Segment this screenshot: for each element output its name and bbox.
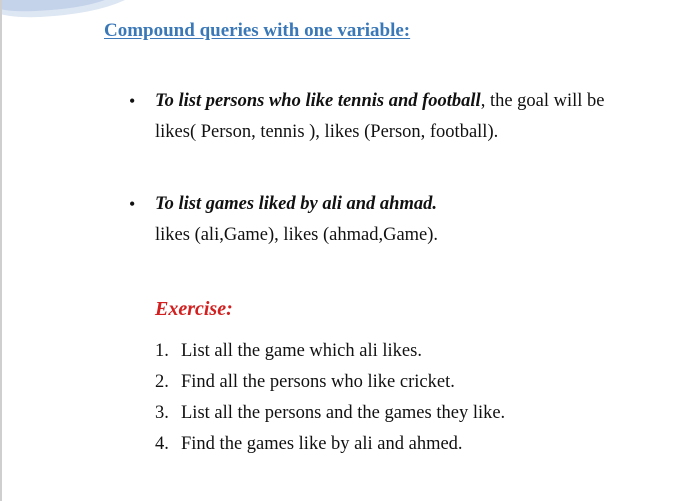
bullet-rest: , the goal will be: [480, 91, 605, 111]
bullet-query: likes (ali,Game), likes (ahmad,Game).: [155, 225, 439, 245]
bullet-query: likes( Person, tennis ), likes (Person, football).: [155, 122, 499, 142]
bullet-item-1: [129, 88, 675, 145]
exercise-item: [155, 429, 505, 460]
exercise-item: [155, 336, 505, 367]
bullet-dot-icon: •: [129, 194, 136, 214]
page-edge-line: [0, 0, 2, 501]
exercise-item-text: List all the game which ali likes.: [181, 341, 422, 361]
bullet-item-2: [129, 191, 675, 248]
exercise-item: [155, 398, 505, 429]
section-heading: Compound queries with one variable:: [104, 20, 411, 41]
bullet-emphasis: To list persons who like tennis and football: [155, 91, 481, 111]
exercise-item: [155, 367, 505, 398]
exercise-item-text: List all the persons and the games they like.: [181, 403, 506, 423]
bullet-dot-icon: •: [129, 91, 136, 111]
bullet-line: [155, 191, 675, 217]
exercise-item-number: 2.: [155, 372, 169, 392]
exercise-title: Exercise:: [155, 298, 233, 320]
exercise-item-number: 1.: [155, 341, 169, 361]
exercise-list: [155, 336, 505, 460]
exercise-item-number: 3.: [155, 403, 169, 423]
exercise-item-text: Find all the persons who like cricket.: [181, 372, 455, 392]
exercise-item-number: 4.: [155, 434, 169, 454]
exercise-item-text: Find the games like by ali and ahmed.: [181, 434, 463, 454]
bullet-emphasis: To list games liked by ali and ahmad.: [155, 194, 437, 214]
corner-swoosh-decoration: [0, 0, 140, 22]
bullet-line: [155, 88, 675, 114]
